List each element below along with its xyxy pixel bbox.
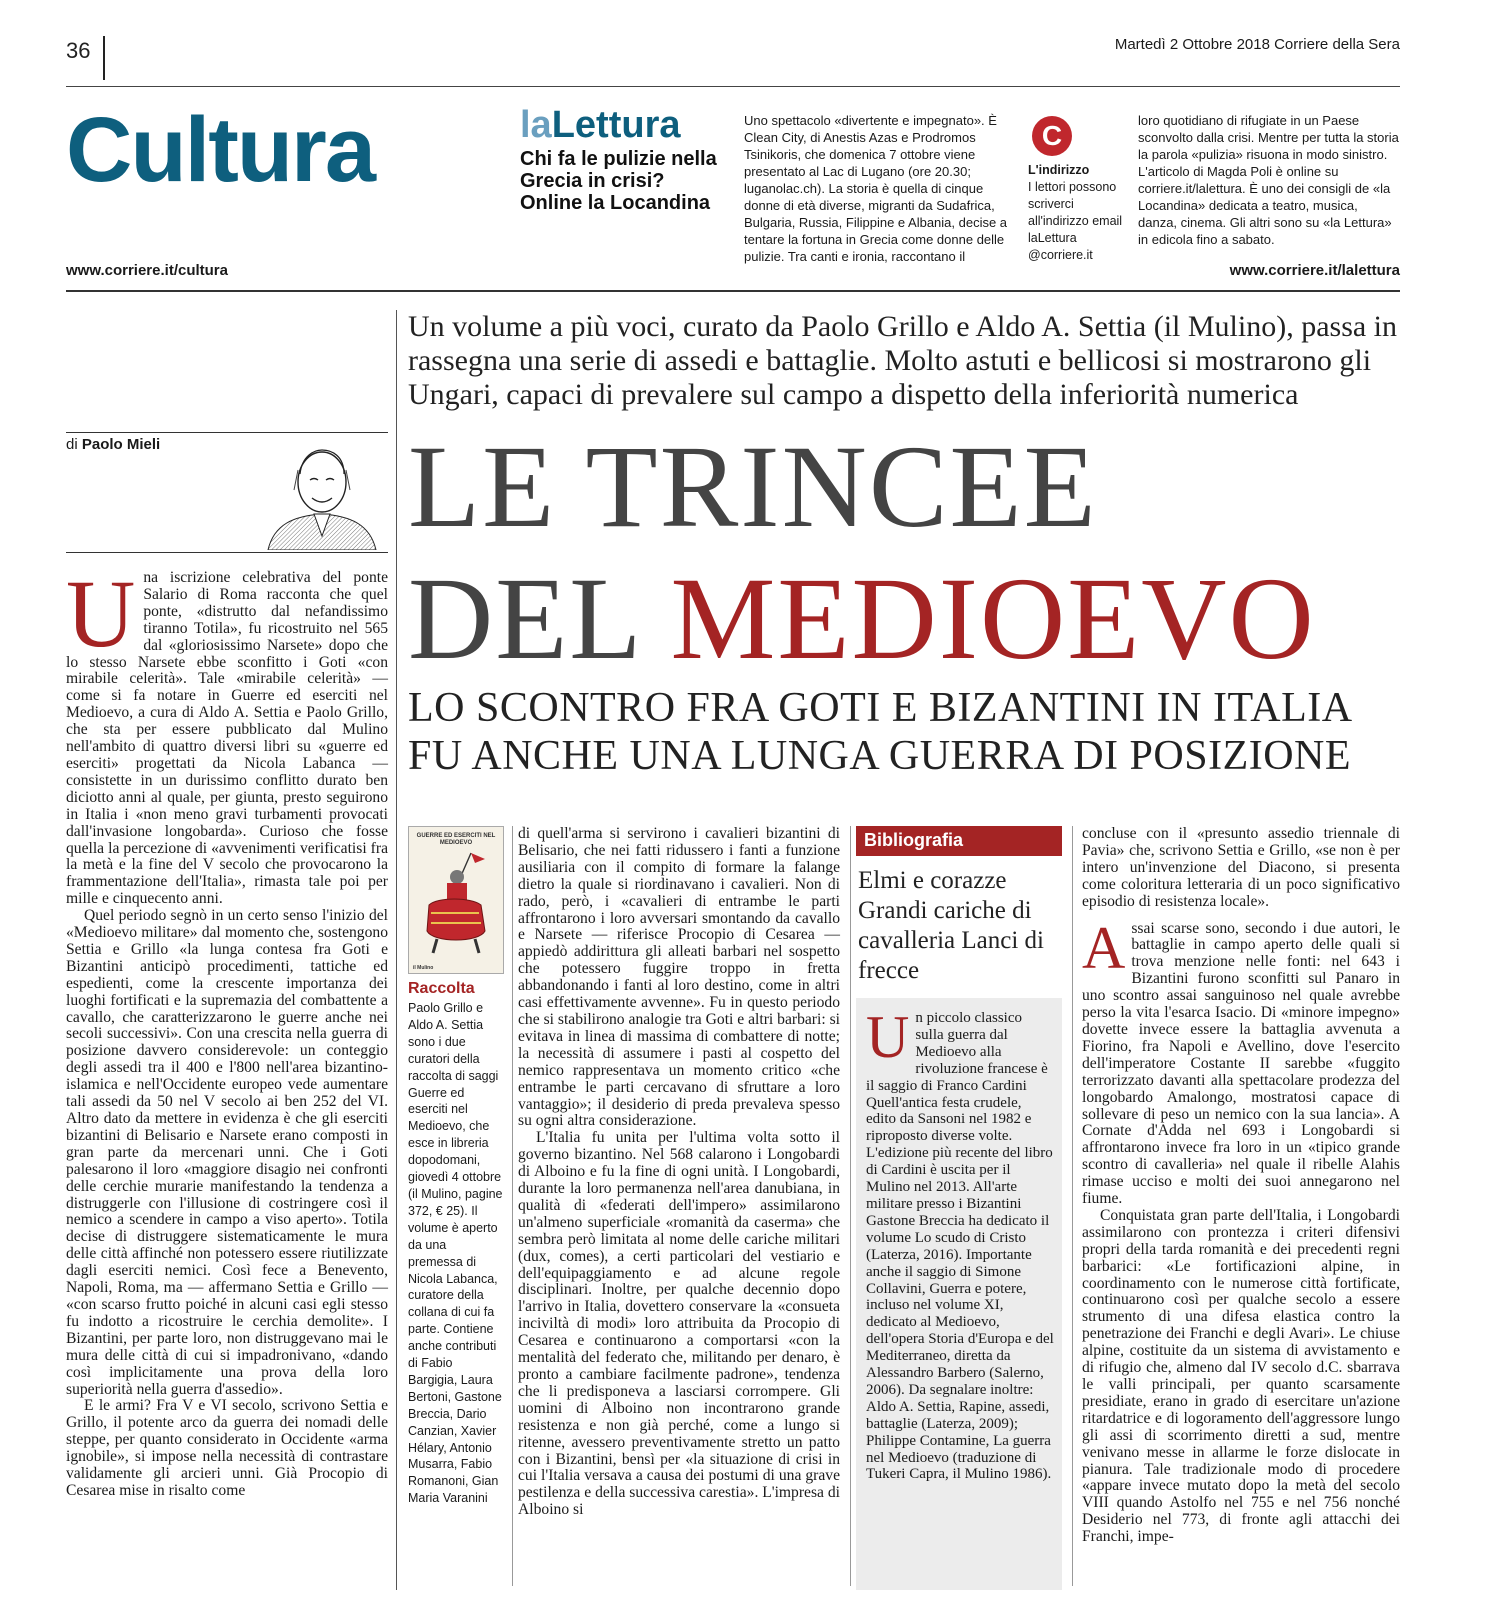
headline-line2 <box>408 553 1316 684</box>
article-column-5 <box>1082 826 1400 1546</box>
bibliografia-body: n piccolo classico sulla guerra dal Medioevo alla rivoluzione francese è il saggio di Franco Cardini Quell'antica festa crudele, edito da Sansoni nel 1982 e riproposto diverse volte. L'edizione più recente del libro di Cardini è uscita per il Mulino nel 2013. All'arte militare presso i Bizantini Gastone Breccia ha dedicato il volume Lo scudo di Cristo (Laterza, 2016). Importante anche il saggio di Simone Collavini, Guerra e potere, incluso nel volume XI, dedicato al Medioevo, dell'opera Storia d'Europa e del Mediterraneo, diretta da Alessandro Barbero (Salerno, 2006). Da segnalare inoltre: Aldo A. Settia, Rapine, assedi, battaglie (Laterza, 2009); Philippe Contamine, La guerra nel Medioevo (traduzione di Tukeri Capra, il Mulino 1986). <box>866 1010 1054 1483</box>
lettura-text-col2: loro quotidiano di rifugiate in un Paese sconvolto dalla crisi. Mentre per tutta la storia la parola «pulizia» risuona in modo sinistro. L'articolo di Magda Poli è online su corriere.it/lalettura. È uno dei consigli de «la Locandina» dedicata a teatro, musica, danza, cinema. Gli altri sono su «la Lettura» in edicola fino a sabato. <box>1138 113 1399 247</box>
col5-paragraph-3: Conquistata gran parte dell'Italia, i Longobardi assimilarono con prontezza i criteri difensivi propri della tarda romanità e dei precedenti regni barbarici: «Le fortificazioni alpine, in coordinamento con le numerose città fortificate, continuarono così per qualche secolo a essere strumento di una difesa elastica contro la penetrazione dei Franchi e degli Avari». Le chiuse alpine, costituite da un sistema di avvistamento e di rifugio che, almeno dal IV secolo d.C. sbarrava le valli principali, per quanto scarsamente presidiate, erano in grado di esercitare un'azione ritardatrice e di logoramento dell'aggressore lungo gli assi di scorrimento diretti a sud, mentre venivano messe in allarme le forze dislocate in pianura. Tale tradizionale modo di procedere «appare invece mutato dopo la metà del secolo VIII quando Astolfo nel 755 e nel 756 nonché Desiderio nel 773, di fronte agli attacchi dei Franchi, impe- <box>1082 1206 1400 1546</box>
page-number-divider <box>103 36 105 80</box>
article-column-3 <box>518 826 840 1519</box>
lettura-headline: Chi fa le pulizie nella Grecia in crisi? Online la Locandina <box>520 148 717 214</box>
col1-paragraph-3: E le armi? Fra V e VI secolo, scrivono Settia e Grillo, il potente arco da guerra dei nomadi delle steppe, per quanto considerato in Occidente «arma ignobile», si impose nella necessità di contrastare validamente gli arcieri unni. Già Procopio di Cesarea mise in risalto come <box>66 1397 388 1499</box>
col1-paragraph-2: Quel periodo segnò in un certo senso l'inizio del «Medioevo militare» dal momento che, sostengono Settia e Grillo «la lunga contesa fra Goti e Bizantini anticipò procedimenti, tattiche ed espedienti, come la crescente importanza dei luoghi fortificati e la supremazia del combattente a cavallo, che caratterizzarono le guerre anche nei secoli successivi». Con una crescita nella guerra di posizione davvero considerevole: un conteggio degli assedi tra il 400 e l'800 nell'area bizantino-islamica e nell'Occidente europeo vede aumentare tali assedi da 50 nel V secolo ai ben 252 del VI. Altro dato da mettere in evidenza è che gli eserciti bizantini di Belisario e Narsete erano composti in gran parte da mercenari unni. Che i Goti palesarono il loro «maggiore disagio nei confronti delle cerchie murarie manifestando la tendenza a distruggerle con l'illusione di costringere così il nemico a scendere in campo a viso aperto». Totila decise di distruggere sistematicamente le mura delle città affinché non potessero essere riutilizzate dagli eserciti nemici. Così fece a Benevento, Napoli, Roma, ma — affermano Settia e Grillo — «con scarso frutto poiché in alcuni casi egli stesso fu indotto a ricostruire le cerchia demolite». I Bizantini, per parte loro, non distruggevano mai le mura delle città di cui si impadronivano, «dando così implicitamente una prova della loro superiorità nella guerra d'assedio». <box>66 907 388 1398</box>
bibliografia-title: Elmi e corazze Grandi cariche di cavalleria Lanci di frecce <box>858 867 1044 984</box>
dateline: Martedì 2 Ottobre 2018 Corriere della Sera <box>1114 36 1400 53</box>
bibliografia-text <box>866 1004 1054 1483</box>
page-number: 36 <box>66 38 91 63</box>
author-portrait <box>258 440 386 550</box>
dropcap-a: A <box>1082 914 1126 981</box>
bibliografia-dropcap: U <box>866 1004 910 1070</box>
byline-rule-top <box>66 432 388 433</box>
headline-medioevo: MEDIOEVO <box>670 553 1316 684</box>
knight-illustration <box>409 847 503 957</box>
book-cover-title: GUERRE ED ESERCITI NEL MEDIOEVO <box>416 833 496 846</box>
article-subhead: LO SCONTRO FRA GOTI E BIZANTINI IN ITALIA FU ANCHE UNA LUNGA GUERRA DI POSIZIONE <box>408 685 1352 779</box>
lettura-logo <box>520 106 681 144</box>
header-rule <box>66 290 1400 292</box>
book-label: Raccolta <box>408 980 475 997</box>
lettura-address-text: I lettori possono scriverci all'indirizzo email laLettura @corriere.it <box>1028 180 1123 262</box>
col5-paragraph-2: ssai scarse sono, secondo i due autori, le battaglie in campo aperto delle quali si trova menzione nelle fonti: nel 643 i Bizantini furono sconfitti sul Panaro in uno scontro assai sanguinoso nel quale avrebbe perso la vita l'esarca Isacio. Di «minore impegno» dovette invece essere la battaglia avvenuta a Fiorino, fra Napoli e Avellino, dove l'esercito dell'imperatore Costante II sarebbe «fuggito terrorizzato davanti alla spettacolare prodezza del longobardo Amalongo, mostratosi capace di sollevare di peso un nemico con la sua lancia». A Cornate d'Adda nel 693 i Longobardi si affrontarono invece fra loro in un «tipico grande scontro di cavalleria» nel quale il ribelle Alahis rimase ucciso e molti dei suoi annegarono nel fiume. <box>1082 919 1400 1208</box>
article-deck: Un volume a più voci, curato da Paolo Grillo e Aldo A. Settia (il Mulino), passa in rassegna una serie di assedi e battaglie. Molto astuti e bellicosi si mostrarono gli Ungari, capaci di prevalere sul campo a dispetto della inferiorità numerica <box>408 310 1398 411</box>
byline-prefix: di <box>66 436 82 453</box>
byline <box>66 436 160 453</box>
column-divider <box>396 310 397 1590</box>
book-cover <box>408 826 504 974</box>
bibliografia-tag: Bibliografia <box>856 826 1062 856</box>
top-rule <box>66 86 1400 87</box>
lettura-logo-la: la <box>520 104 552 146</box>
column-rule-3 <box>512 826 513 1586</box>
byline-rule-bottom <box>66 552 388 553</box>
book-publisher: il Mulino <box>413 965 434 971</box>
lettura-text-col1: Uno spettacolo «divertente e impegnato». È Clean City, di Anestis Azas e Prodromos Tsinikoris, che domenica 7 ottobre viene presentato al Lac di Lugano (ore 20.30; luganolac.ch). La storia è quella di cinque donne di età diverse, migranti da Sudafrica, Bulgaria, Russia, Filippine e Albania, decise a tentare la fortuna in Grecia come donne delle pulizie. Tra canti e ironia, raccontano il <box>744 113 1008 264</box>
col5-paragraph-1: concluse con il «presunto assedio triennale di Pavia» che, scrivono Settia e Grillo, «se non è per intero un'invenzione del Diacono, si presenta come coloritura letteraria di un poco significativo episodio di resistenza locale». <box>1082 825 1400 910</box>
section-url-link[interactable]: www.corriere.it/cultura <box>66 262 228 279</box>
lettura-address <box>1028 162 1128 264</box>
col1-paragraph-1: na iscrizione celebrativa del ponte Salario di Roma racconta che quel ponte, «distrutto dal nefandissimo tiranno Totila», fu ricostruito nel 565 dal «gloriosissimo Narsete» dopo che lo stesso Narsete ebbe sconfitto i Goti «con mirabile celerità». Tale «mirabile celerità» — come si fa notare in Guerre ed eserciti nel Medioevo, a cura di Aldo A. Settia e Paolo Grillo, che sta per essere pubblicato dal Mulino nell'ambito di quattro diversi libri su «guerre ed eserciti» progettati da Nicola Labanca — consistette in un durissimo conflitto durato ben diciotto anni al quale, per giunta, presto seguirono in Italia i «non meno gravi turbamenti provocati dall'invasione longobarda». Curioso che fosse quella la percezione di «avvenimenti verificatisi fra la metà e la fine del V secolo che provocarono la frammentazione dell'Italia», rimasta tale poi per mille e cinquecento anni. <box>66 569 388 908</box>
column-rule-5 <box>1072 826 1073 1586</box>
col3-paragraph-2: L'Italia fu unita per l'ultima volta sotto il governo bizantino. Nel 568 calarono i Longobardi di Alboino e fu la fine di ogni unità. I Longobardi, durante la loro permanenza nell'area danubiana, in qualità di «federati dell'impero» assimilarono un'almeno superficiale «romanità da caserma» che sembra però limitata al nome delle cariche militari (dux, comes), a certi particolari del vestiario e dell'equipaggiamento e ad alcune regole disciplinari. Inoltre, per qualche decennio dopo l'arrivo in Italia, dovettero conservare la «consueta inciviltà di modi» loro attribuita da Procopio di Cesarea e continuarono a comportarsi «con la mentalità del federato che, militando per denaro, è pronto a cambiare facilmente padrone», tendenza che li predisponeva a lasciarsi corrompere. Gli uomini di Alboino non incontrarono grande resistenza e non già perché, come a lungo si ritenne, avessero preventivamente stretto un patto con i Bizantini, bensì per «la situazione di crisi in cui l'Italia versava a causa dei postumi di una grave pestilenza e della successiva carestia». L'impresa di Alboino si <box>518 1129 840 1519</box>
col3-paragraph-1: di quell'arma si servirono i cavalieri bizantini di Belisario, che nei fatti ridussero i fanti a funzione ausiliaria con il compito di formare la falange dietro la quale si riordinavano i cavalieri. Non di rado, però, i «cavalieri di entrambe le parti affrontarono i loro avversari smontando da cavallo e Narsete — riferisce Procopio di Cesarea — appiedò addirittura gli alleati barbari nel sospetto che potessero fuggire troppo in fretta abbandonando i fanti al loro destino, come in altri casi effettivamente avvenne». Fu in questo periodo che si stabilirono analogie tra Goti e altri barbari: si evitava in linea di massima di combattere di notte; la necessità di assumere i pasti al cospetto del nemico rappresentava un momento critico «che entrambe le parti cercavano di sfruttare a loro vantaggio»; il desiderio di preda prevaleva spesso su ogni altra considerazione. <box>518 825 840 1130</box>
column-rule-4 <box>850 826 851 1586</box>
author-name: Paolo Mieli <box>81 436 161 453</box>
section-title: Cultura <box>66 99 374 201</box>
lettura-url-link[interactable]: www.corriere.it/lalettura <box>1229 262 1400 279</box>
headline-line1: LE TRINCEE <box>408 421 1098 552</box>
lettura-address-title: L'indirizzo <box>1028 163 1090 177</box>
article-column-1 <box>66 560 388 1500</box>
dropcap-u: U <box>66 560 136 667</box>
headline-del: DEL <box>408 553 671 684</box>
book-caption: Paolo Grillo e Aldo A. Settia sono i due curatori della raccolta di saggi Guerre ed eserciti nel Medioevo, che esce in libreria dopodomani, giovedì 4 ottobre (il Mulino, pagine 372, € 25). Il volume è aperto da una premessa di Nicola Labanca, curatore della collana di cui fa parte. Contiene anche contributi di Fabio Bargigia, Laura Bertoni, Gastone Breccia, Dario Canzian, Xavier Hélary, Antonio Musarra, Fabio Romanoni, Gian Maria Varanini <box>408 1001 503 1506</box>
corriere-c-icon: C <box>1032 116 1072 156</box>
lettura-logo-lettura: Lettura <box>551 104 681 146</box>
